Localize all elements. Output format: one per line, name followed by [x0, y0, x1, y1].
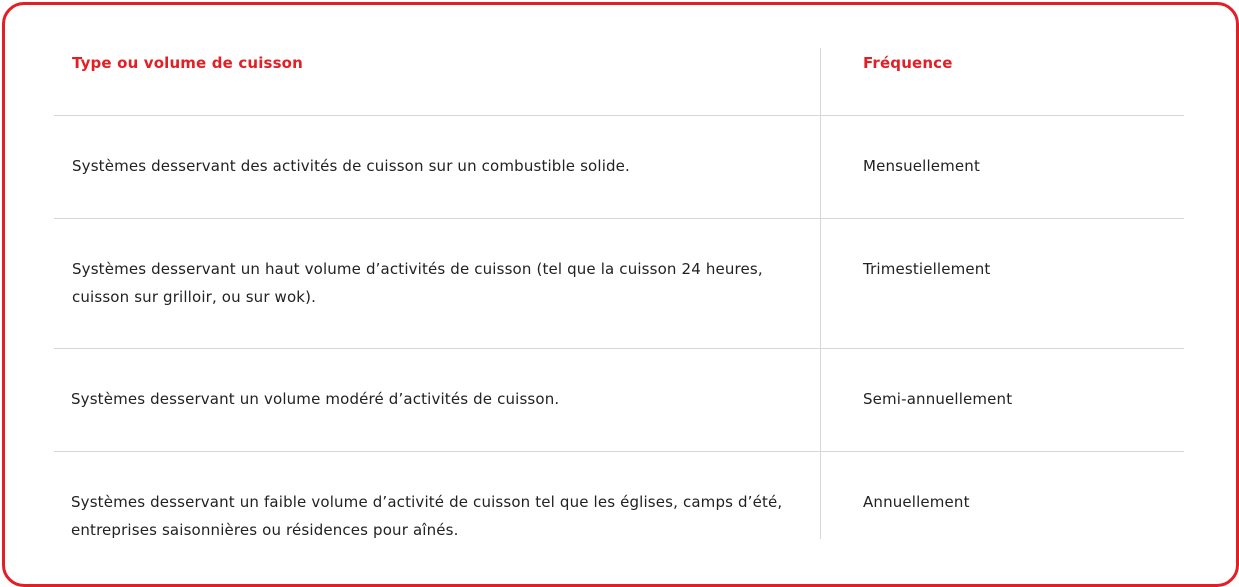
- row-frequency-cell: Mensuellement: [863, 157, 980, 175]
- table-row: [54, 452, 1184, 539]
- table-row: [54, 349, 1184, 452]
- row-frequency-cell: Trimestiellement: [863, 260, 991, 278]
- cleaning-frequency-table: [54, 48, 1184, 539]
- row-type-cell: Systèmes desservant un volume modéré d’activités de cuisson.: [71, 390, 560, 408]
- table-header-row: [54, 48, 1184, 116]
- table-row: [54, 116, 1184, 219]
- header-frequency: Fréquence: [863, 54, 953, 72]
- row-type-cell: Systèmes desservant un haut volume d’activités de cuisson (tel que la cuisson 24 heures, cuisson sur grilloir, ou sur wok).: [72, 260, 763, 306]
- row-type-cell: Systèmes desservant des activités de cuisson sur un combustible solide.: [72, 157, 630, 175]
- row-frequency-cell: Semi-annuellement: [863, 390, 1013, 408]
- row-frequency-cell: Annuellement: [863, 493, 970, 511]
- table-row: [54, 219, 1184, 349]
- header-type: Type ou volume de cuisson: [72, 54, 303, 72]
- row-type-cell: Systèmes desservant un faible volume d’activité de cuisson tel que les églises, camps d’été, entreprises saisonnières ou résidences pour aînés.: [71, 493, 783, 539]
